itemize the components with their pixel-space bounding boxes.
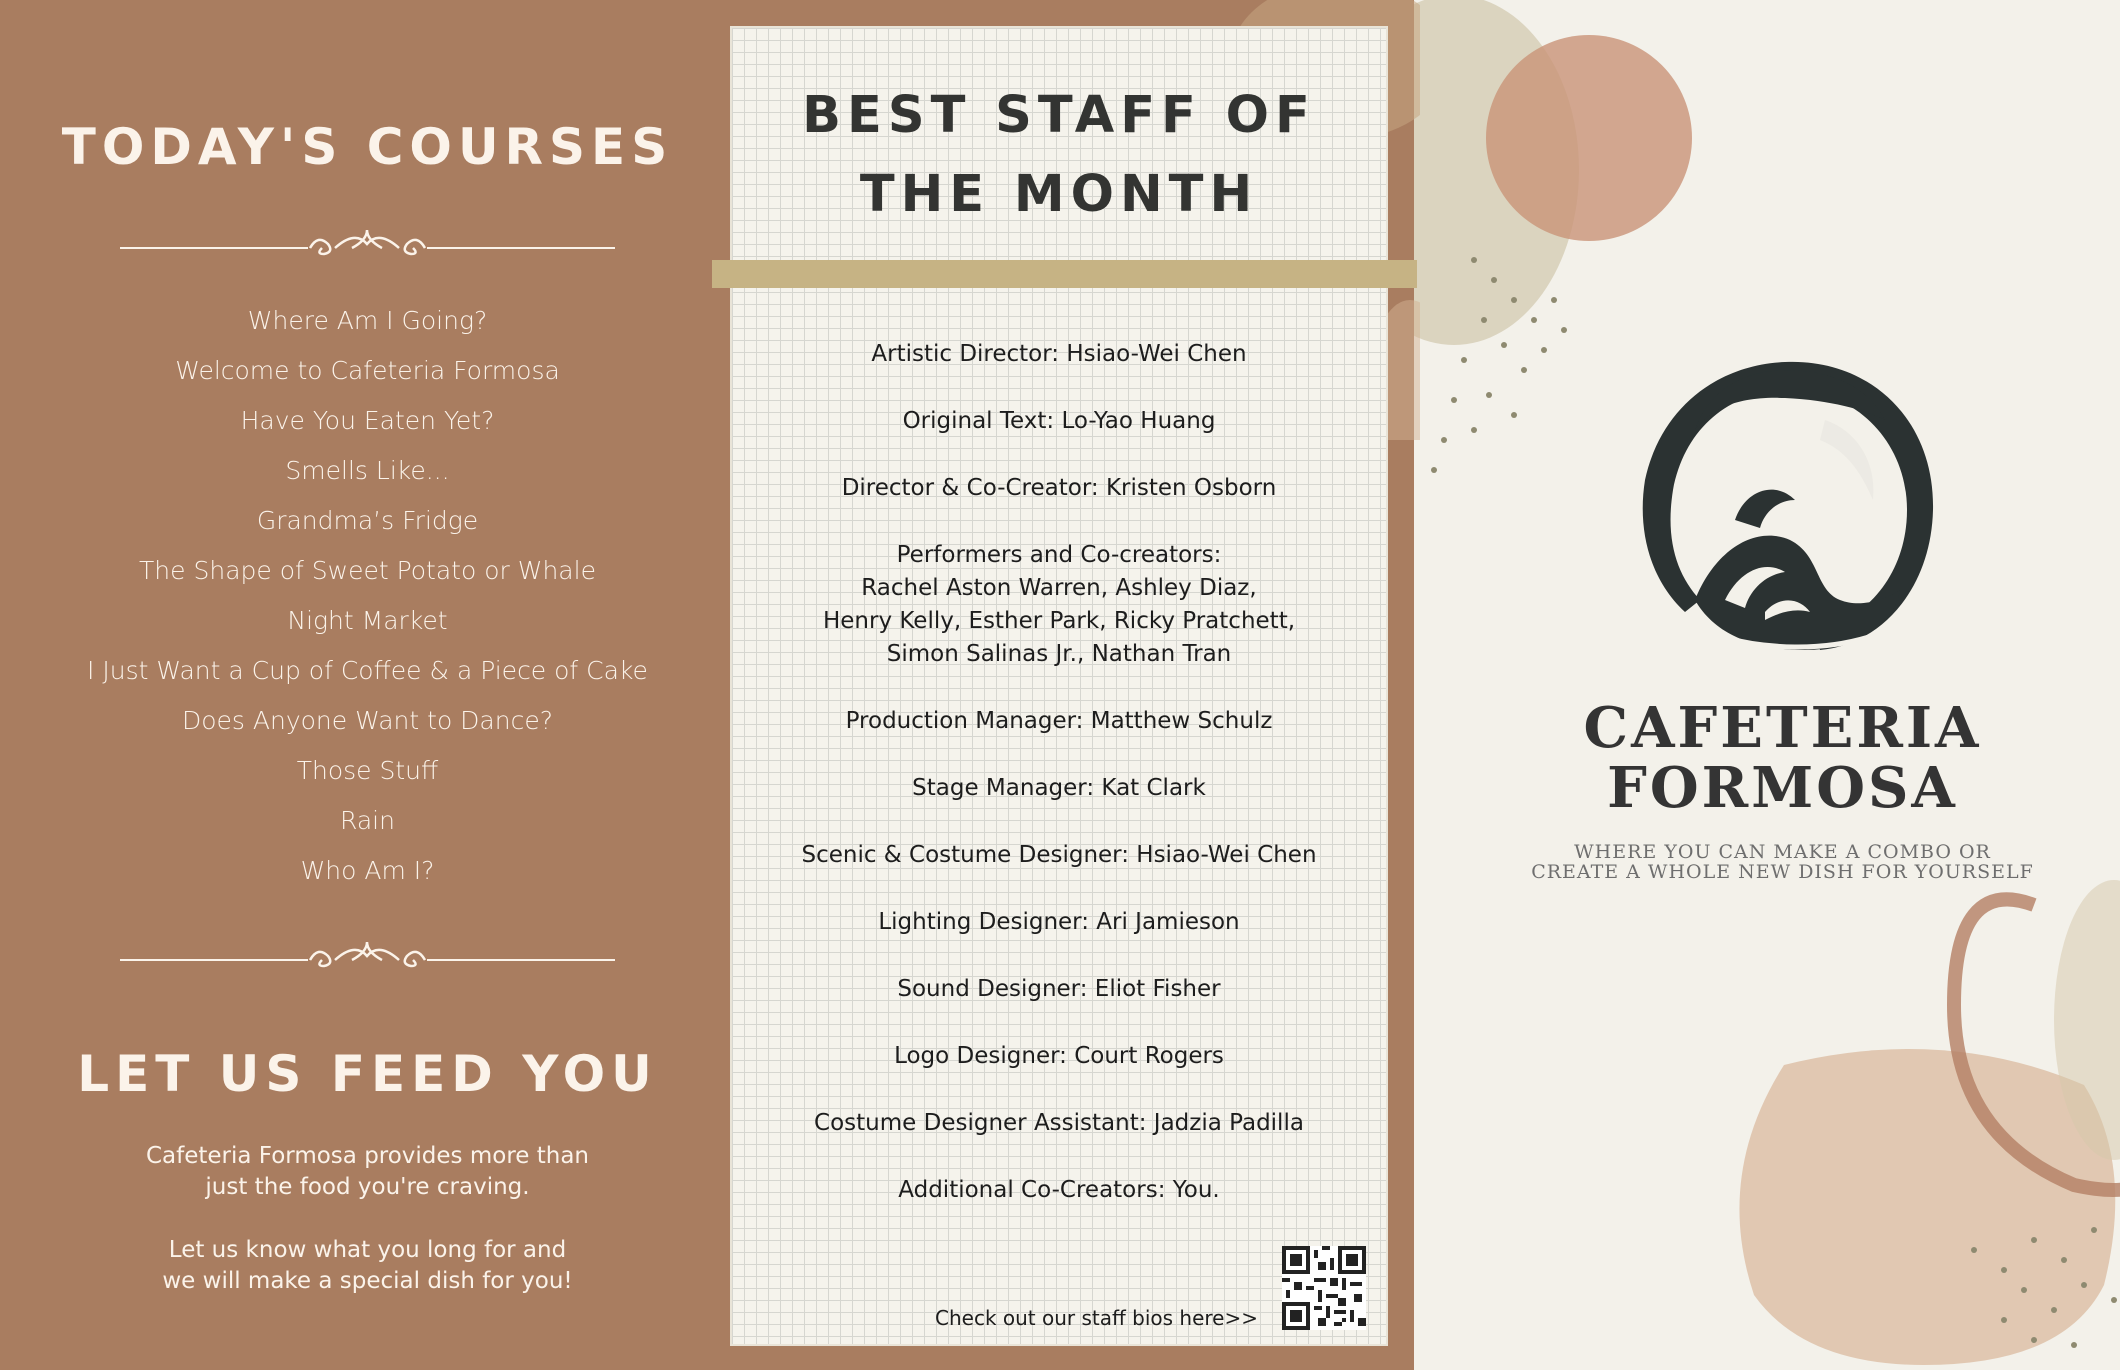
list-item: Who Am I?	[300, 856, 435, 885]
tagline-line: CREATE A WHOLE NEW DISH FOR YOURSELF	[1531, 861, 2034, 883]
performers-heading: Performers and Co-creators:	[896, 542, 1222, 568]
list-item: I Just Want a Cup of Coffee & a Piece of Cake	[87, 656, 648, 685]
credit-item-performers	[732, 539, 1386, 671]
feed-text-line: Let us know what you long for and	[168, 1237, 567, 1263]
credit-item: Additional Co-Creators: You.	[898, 1177, 1220, 1203]
ornament-divider-bottom	[120, 940, 615, 980]
credit-item: Artistic Director: Hsiao-Wei Chen	[871, 341, 1247, 367]
staff-panel	[730, 26, 1388, 1346]
staff-title-line: BEST STAFF OF	[802, 86, 1316, 145]
brand-name-line: FORMOSA	[1607, 755, 1958, 821]
brand-tagline	[1530, 842, 2035, 882]
credits-list	[732, 338, 1386, 1241]
credit-item: Logo Designer: Court Rogers	[894, 1043, 1224, 1069]
feed-heading: LET US FEED YOU	[77, 1045, 658, 1103]
list-item: Have You Eaten Yet?	[240, 406, 495, 435]
staff-title-line: THE MONTH	[859, 165, 1259, 224]
feed-paragraph-1	[0, 1141, 735, 1203]
credit-item: Costume Designer Assistant: Jadzia Padilla	[814, 1110, 1304, 1136]
feed-text-line: we will make a special dish for you!	[162, 1268, 573, 1294]
credit-item: Lighting Designer: Ari Jamieson	[878, 909, 1240, 935]
credit-item: Production Manager: Matthew Schulz	[845, 708, 1273, 734]
list-item: Rain	[340, 806, 395, 835]
list-item: Welcome to Cafeteria Formosa	[175, 356, 560, 385]
list-item: The Shape of Sweet Potato or Whale	[139, 556, 596, 585]
ornament-divider-top	[120, 228, 615, 268]
list-item: Where Am I Going?	[247, 306, 488, 335]
brand-name	[1530, 695, 2035, 821]
feed-paragraph-2	[0, 1235, 735, 1297]
feed-text-line: just the food you're craving.	[205, 1174, 530, 1200]
list-item: Grandma’s Fridge	[256, 506, 479, 535]
courses-heading: TODAY'S COURSES	[61, 118, 674, 176]
performers-line: Henry Kelly, Esther Park, Ricky Pratchett,	[822, 608, 1296, 634]
list-item: Night Market	[287, 606, 448, 635]
performers-line: Simon Salinas Jr., Nathan Tran	[886, 641, 1232, 667]
credit-item: Stage Manager: Kat Clark	[912, 775, 1206, 801]
list-item: Those Stuff	[296, 756, 439, 785]
feed-text-line: Cafeteria Formosa provides more than	[145, 1143, 590, 1169]
credit-item: Original Text: Lo-Yao Huang	[902, 408, 1216, 434]
staff-bios-link[interactable]: Check out our staff bios here>>	[935, 1306, 1258, 1330]
list-item: Does Anyone Want to Dance?	[182, 706, 553, 735]
brand-panel	[1414, 0, 2120, 1370]
tagline-line: WHERE YOU CAN MAKE A COMBO OR	[1574, 841, 1991, 863]
qr-code-icon[interactable]	[1282, 1246, 1366, 1330]
performers-line: Rachel Aston Warren, Ashley Diaz,	[861, 575, 1257, 601]
courses-panel	[0, 0, 735, 1370]
watercolor-decor	[1414, 0, 2120, 1370]
list-item: Smells Like...	[285, 456, 450, 485]
brand-name-line: CAFETERIA	[1583, 695, 1982, 761]
cafeteria-formosa-logo	[1615, 350, 1955, 680]
credit-item: Sound Designer: Eliot Fisher	[897, 976, 1221, 1002]
staff-title	[732, 76, 1386, 234]
credit-item: Director & Co-Creator: Kristen Osborn	[841, 475, 1277, 501]
course-list	[0, 300, 735, 900]
credit-item: Scenic & Costume Designer: Hsiao-Wei Chen	[801, 842, 1317, 868]
tape-strip	[712, 260, 1417, 288]
